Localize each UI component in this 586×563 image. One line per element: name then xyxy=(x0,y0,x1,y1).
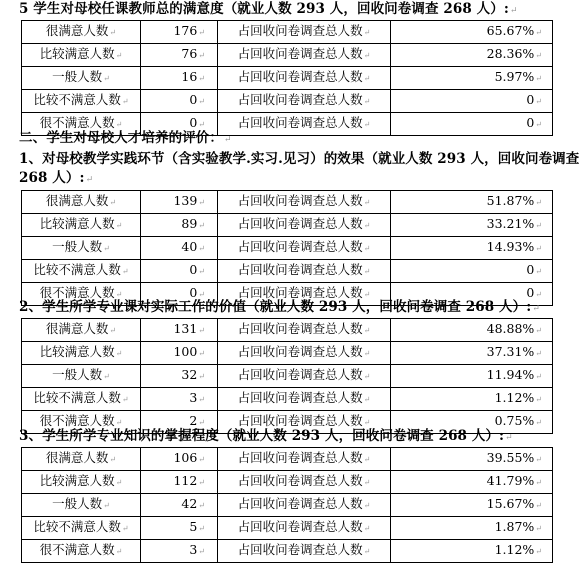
paragraph-mark: ↵ xyxy=(363,198,371,207)
paragraph-mark: ↵ xyxy=(363,372,371,381)
paragraph-mark: ↵ xyxy=(535,326,542,335)
paragraph-mark: ↵ xyxy=(224,135,232,145)
paragraph-mark: ↵ xyxy=(363,501,371,510)
paragraph-mark: ↵ xyxy=(115,418,123,427)
paragraph-mark: ↵ xyxy=(363,547,371,556)
level-cell: 很满意人数↵ xyxy=(22,448,141,471)
count-cell: 16↵ xyxy=(141,67,218,90)
paragraph-mark: ↵ xyxy=(535,395,542,404)
description-cell: 占回收问卷调查总人数↵ xyxy=(218,411,391,434)
paragraph-mark: ↵ xyxy=(198,372,205,381)
paragraph-mark: ↵ xyxy=(532,304,540,314)
paragraph-mark: ↵ xyxy=(535,221,542,230)
table-row xyxy=(22,342,553,365)
paragraph-mark: ↵ xyxy=(535,97,542,106)
count-cell: 2↵ xyxy=(141,411,218,434)
level-cell: 比较满意人数↵ xyxy=(22,342,141,365)
table-row xyxy=(22,517,553,540)
level-cell: 很满意人数↵ xyxy=(22,21,141,44)
table-row xyxy=(22,365,553,388)
table-row xyxy=(22,191,553,214)
description-cell: 占回收问卷调查总人数↵ xyxy=(218,388,391,411)
count-cell: 131↵ xyxy=(141,319,218,342)
paragraph-mark: ↵ xyxy=(535,349,542,358)
count-cell: 40↵ xyxy=(141,237,218,260)
paragraph-mark: ↵ xyxy=(198,326,205,335)
paragraph-mark: ↵ xyxy=(198,267,205,276)
paragraph-mark: ↵ xyxy=(198,524,205,533)
table-row xyxy=(22,319,553,342)
description-cell: 占回收问卷调查总人数↵ xyxy=(218,342,391,365)
count-cell: 3↵ xyxy=(141,540,218,563)
section-5-heading: 5 学生对母校任课教师总的满意度（就业人数 293 人，回收问卷调查 268 人）:↵ xyxy=(19,1,518,17)
description-cell: 占回收问卷调查总人数↵ xyxy=(218,237,391,260)
percent-cell: 28.36%↵ xyxy=(391,44,553,67)
table-row xyxy=(22,540,553,563)
paragraph-mark: ↵ xyxy=(198,244,205,253)
count-cell: 0↵ xyxy=(141,90,218,113)
table-row xyxy=(22,90,553,113)
paragraph-mark: ↵ xyxy=(198,547,205,556)
paragraph-mark: ↵ xyxy=(109,326,117,335)
paragraph-mark: ↵ xyxy=(535,28,542,37)
course-value-table xyxy=(21,318,553,434)
table-row xyxy=(22,260,553,283)
description-cell: 占回收问卷调查总人数↵ xyxy=(218,214,391,237)
description-cell: 占回收问卷调查总人数↵ xyxy=(218,365,391,388)
count-cell: 0↵ xyxy=(141,260,218,283)
percent-cell: 1.12%↵ xyxy=(391,388,553,411)
level-cell: 很不满意人数↵ xyxy=(22,540,141,563)
paragraph-mark: ↵ xyxy=(509,6,518,16)
count-cell: 89↵ xyxy=(141,214,218,237)
section-3-heading: 3、学生所学专业知识的掌握程度（就业人数 293 人，回收问卷调查 268 人）:↵ xyxy=(19,428,513,444)
level-cell: 比较不满意人数↵ xyxy=(22,517,141,540)
level-cell: 比较不满意人数↵ xyxy=(22,90,141,113)
paragraph-mark: ↵ xyxy=(115,120,123,129)
paragraph-mark: ↵ xyxy=(535,74,542,83)
practice-effect-table xyxy=(21,190,553,306)
percent-cell: 65.67%↵ xyxy=(391,21,553,44)
table-row xyxy=(22,67,553,90)
table-row xyxy=(22,494,553,517)
count-cell: 5↵ xyxy=(141,517,218,540)
paragraph-mark: ↵ xyxy=(363,478,371,487)
description-cell: 占回收问卷调查总人数↵ xyxy=(218,113,391,136)
level-cell: 很不满意人数↵ xyxy=(22,113,141,136)
paragraph-mark: ↵ xyxy=(363,97,371,106)
level-cell: 比较不满意人数↵ xyxy=(22,260,141,283)
percent-cell: 0↵ xyxy=(391,260,553,283)
paragraph-mark: ↵ xyxy=(103,244,110,253)
paragraph-mark: ↵ xyxy=(363,290,371,299)
section-1-heading: 1、对母校教学实践环节（含实验教学.实习.见习）的效果（就业人数 293 人，回收问卷调查 268 人）:↵ xyxy=(19,151,580,186)
level-cell: 比较满意人数↵ xyxy=(22,44,141,67)
part-two-heading: 二、学生对母校人才培养的评价：↵ xyxy=(19,130,232,146)
percent-cell: 15.67%↵ xyxy=(391,494,553,517)
paragraph-mark: ↵ xyxy=(121,267,129,276)
paragraph-mark: ↵ xyxy=(198,290,205,299)
paragraph-mark: ↵ xyxy=(505,433,513,443)
level-cell: 一般人数↵ xyxy=(22,494,141,517)
level-cell: 比较满意人数↵ xyxy=(22,471,141,494)
paragraph-mark: ↵ xyxy=(535,524,542,533)
percent-cell: 0↵ xyxy=(391,90,553,113)
percent-cell: 48.88%↵ xyxy=(391,319,553,342)
count-cell: 100↵ xyxy=(141,342,218,365)
paragraph-mark: ↵ xyxy=(198,478,205,487)
count-cell: 0↵ xyxy=(141,113,218,136)
paragraph-mark: ↵ xyxy=(103,372,110,381)
paragraph-mark: ↵ xyxy=(363,395,371,404)
count-cell: 32↵ xyxy=(141,365,218,388)
paragraph-mark: ↵ xyxy=(198,349,205,358)
count-cell: 112↵ xyxy=(141,471,218,494)
level-cell: 很满意人数↵ xyxy=(22,319,141,342)
level-cell: 一般人数↵ xyxy=(22,365,141,388)
description-cell: 占回收问卷调查总人数↵ xyxy=(218,191,391,214)
paragraph-mark: ↵ xyxy=(535,244,542,253)
level-cell: 比较不满意人数↵ xyxy=(22,388,141,411)
description-cell: 占回收问卷调查总人数↵ xyxy=(218,90,391,113)
level-cell: 一般人数↵ xyxy=(22,237,141,260)
description-cell: 占回收问卷调查总人数↵ xyxy=(218,44,391,67)
paragraph-mark: ↵ xyxy=(363,51,371,60)
paragraph-mark: ↵ xyxy=(363,74,371,83)
paragraph-mark: ↵ xyxy=(535,267,542,276)
paragraph-mark: ↵ xyxy=(535,120,542,129)
percent-cell: 0.75%↵ xyxy=(391,411,553,434)
percent-cell: 1.87%↵ xyxy=(391,517,553,540)
paragraph-mark: ↵ xyxy=(535,547,542,556)
count-cell: 139↵ xyxy=(141,191,218,214)
count-cell: 106↵ xyxy=(141,448,218,471)
paragraph-mark: ↵ xyxy=(115,349,123,358)
paragraph-mark: ↵ xyxy=(363,221,371,230)
level-cell: 很不满意人数↵ xyxy=(22,411,141,434)
paragraph-mark: ↵ xyxy=(363,326,371,335)
paragraph-mark: ↵ xyxy=(115,221,123,230)
paragraph-mark: ↵ xyxy=(115,547,123,556)
count-cell: 3↵ xyxy=(141,388,218,411)
paragraph-mark: ↵ xyxy=(109,455,117,464)
paragraph-mark: ↵ xyxy=(121,524,129,533)
paragraph-mark: ↵ xyxy=(535,290,542,299)
paragraph-mark: ↵ xyxy=(198,501,205,510)
description-cell: 占回收问卷调查总人数↵ xyxy=(218,540,391,563)
paragraph-mark: ↵ xyxy=(121,395,129,404)
description-cell: 占回收问卷调查总人数↵ xyxy=(218,471,391,494)
percent-cell: 0↵ xyxy=(391,283,553,306)
table-row xyxy=(22,471,553,494)
paragraph-mark: ↵ xyxy=(198,455,205,464)
table-row xyxy=(22,214,553,237)
description-cell: 占回收问卷调查总人数↵ xyxy=(218,67,391,90)
paragraph-mark: ↵ xyxy=(115,478,123,487)
description-cell: 占回收问卷调查总人数↵ xyxy=(218,319,391,342)
paragraph-mark: ↵ xyxy=(115,290,123,299)
paragraph-mark: ↵ xyxy=(198,221,205,230)
paragraph-mark: ↵ xyxy=(103,501,110,510)
paragraph-mark: ↵ xyxy=(121,97,129,106)
teacher-satisfaction-table xyxy=(21,20,553,136)
paragraph-mark: ↵ xyxy=(85,175,94,185)
paragraph-mark: ↵ xyxy=(363,524,371,533)
paragraph-mark: ↵ xyxy=(363,28,371,37)
paragraph-mark: ↵ xyxy=(535,418,542,427)
description-cell: 占回收问卷调查总人数↵ xyxy=(218,260,391,283)
percent-cell: 33.21%↵ xyxy=(391,214,553,237)
table-row xyxy=(22,44,553,67)
paragraph-mark: ↵ xyxy=(198,198,205,207)
paragraph-mark: ↵ xyxy=(198,120,205,129)
description-cell: 占回收问卷调查总人数↵ xyxy=(218,448,391,471)
paragraph-mark: ↵ xyxy=(363,244,371,253)
table-row xyxy=(22,237,553,260)
paragraph-mark: ↵ xyxy=(198,97,205,106)
percent-cell: 1.12%↵ xyxy=(391,540,553,563)
paragraph-mark: ↵ xyxy=(109,198,117,207)
paragraph-mark: ↵ xyxy=(535,501,542,510)
section-2-heading: 2、学生所学专业课对实际工作的价值（就业人数 293 人，回收问卷调查 268 人）:↵ xyxy=(19,299,540,315)
level-cell: 比较满意人数↵ xyxy=(22,214,141,237)
paragraph-mark: ↵ xyxy=(535,372,542,381)
paragraph-mark: ↵ xyxy=(363,349,371,358)
percent-cell: 41.79%↵ xyxy=(391,471,553,494)
paragraph-mark: ↵ xyxy=(198,28,205,37)
table-row xyxy=(22,21,553,44)
paragraph-mark: ↵ xyxy=(103,74,110,83)
paragraph-mark: ↵ xyxy=(198,418,205,427)
paragraph-mark: ↵ xyxy=(535,455,542,464)
paragraph-mark: ↵ xyxy=(363,418,371,427)
knowledge-mastery-table xyxy=(21,447,553,563)
paragraph-mark: ↵ xyxy=(109,28,117,37)
paragraph-mark: ↵ xyxy=(535,51,542,60)
paragraph-mark: ↵ xyxy=(198,395,205,404)
count-cell: 0↵ xyxy=(141,283,218,306)
count-cell: 76↵ xyxy=(141,44,218,67)
paragraph-mark: ↵ xyxy=(363,267,371,276)
description-cell: 占回收问卷调查总人数↵ xyxy=(218,21,391,44)
percent-cell: 11.94%↵ xyxy=(391,365,553,388)
description-cell: 占回收问卷调查总人数↵ xyxy=(218,494,391,517)
count-cell: 42↵ xyxy=(141,494,218,517)
level-cell: 很不满意人数↵ xyxy=(22,283,141,306)
percent-cell: 37.31%↵ xyxy=(391,342,553,365)
description-cell: 占回收问卷调查总人数↵ xyxy=(218,517,391,540)
percent-cell: 51.87%↵ xyxy=(391,191,553,214)
percent-cell: 0↵ xyxy=(391,113,553,136)
percent-cell: 5.97%↵ xyxy=(391,67,553,90)
description-cell: 占回收问卷调查总人数↵ xyxy=(218,283,391,306)
paragraph-mark: ↵ xyxy=(198,74,205,83)
paragraph-mark: ↵ xyxy=(363,455,371,464)
paragraph-mark: ↵ xyxy=(363,120,371,129)
level-cell: 一般人数↵ xyxy=(22,67,141,90)
count-cell: 176↵ xyxy=(141,21,218,44)
table-row xyxy=(22,448,553,471)
paragraph-mark: ↵ xyxy=(198,51,205,60)
percent-cell: 39.55%↵ xyxy=(391,448,553,471)
paragraph-mark: ↵ xyxy=(535,478,542,487)
percent-cell: 14.93%↵ xyxy=(391,237,553,260)
paragraph-mark: ↵ xyxy=(535,198,542,207)
table-row xyxy=(22,388,553,411)
level-cell: 很满意人数↵ xyxy=(22,191,141,214)
paragraph-mark: ↵ xyxy=(115,51,123,60)
